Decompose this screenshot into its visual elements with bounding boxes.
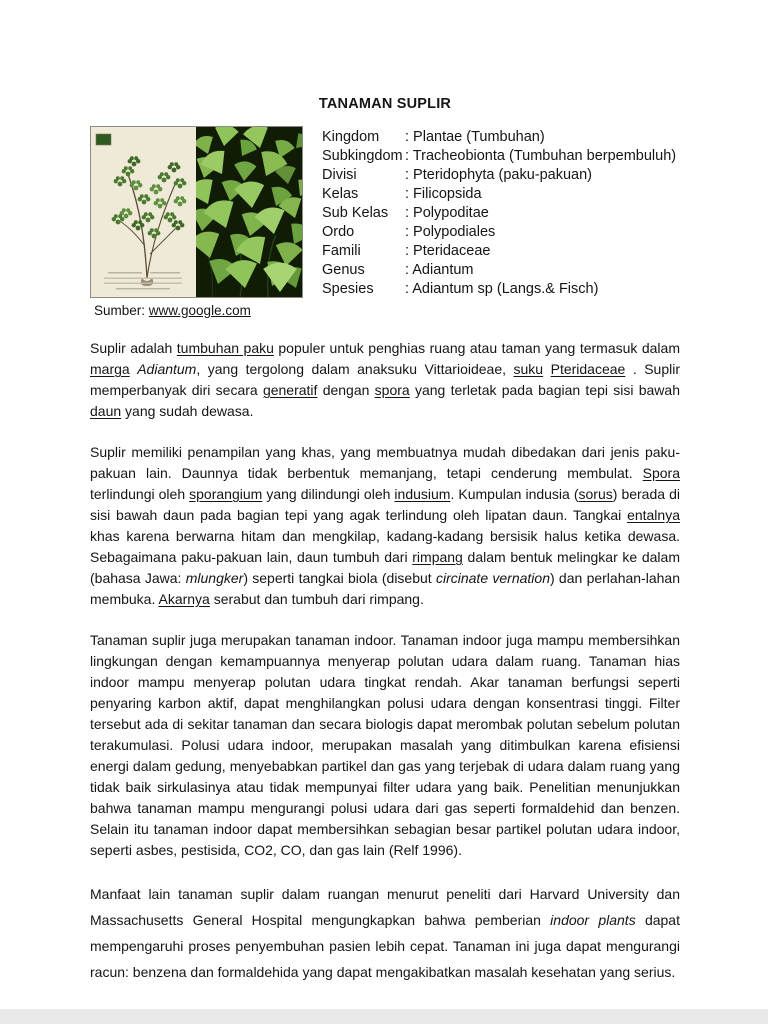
suplir-image: [90, 126, 303, 298]
taxonomy-label: Kelas: [322, 186, 359, 202]
taxonomy-value: : Filicopsida: [405, 186, 482, 202]
taxonomy-row: [322, 242, 680, 261]
taxonomy-value: : Plantae (Tumbuhan): [405, 129, 545, 145]
taxonomy-row: [322, 204, 680, 223]
botanical-illustration-panel: [91, 127, 196, 297]
taxonomy-row: [322, 280, 680, 299]
taxonomy-row: [322, 147, 680, 166]
taxonomy-value: : Pteridophyta (paku-pakuan): [405, 167, 592, 183]
taxonomy-label: Subkingdom: [322, 148, 403, 164]
taxonomy-value: : Polypodiales: [405, 224, 496, 240]
paragraph-research: Manfaat lain tanaman suplir dalam ruangan menurut peneliti dari Harvard University dan Massachusetts General Hospital mengungkapkan bahwa pemberian indoor plants dapat mempengaruhi proses penyembuhan pasien lebih cepat. Tanaman ini juga dapat mengurangi racun: benzena dan formaldehida yang dapat mengakibatkan masalah kesehatan yang serius.: [90, 886, 680, 980]
taxonomy-value: : Tracheobionta (Tumbuhan berpembuluh): [405, 148, 677, 164]
taxonomy-label: Divisi: [322, 167, 357, 183]
paragraph-morphology: Suplir memiliki penampilan yang khas, yang membuatnya mudah dibedakan dari jenis paku-pakuan lain. Daunnya tidak berbentuk memanjang, tetapi cenderung membulat. Spora terlindungi oleh sporangium yang dilindungi oleh indusium. Kumpulan indusia (sorus) berada di sisi bawah daun pada bagian tepi yang agak terlindung oleh lipatan daun. Tangkai entalnya khas karena berwarna hitam dan mengkilap, kadang-kadang bersisik halus ketika dewasa. Sebagaimana paku-pakuan lain, daun tumbuh dari rimpang dalam bentuk melingkar ke dalam (bahasa Jawa: mlungker) seperti tangkai biola (disebut circinate vernation) dan perlahan-lahan membuka. Akarnya serabut dan tumbuh dari rimpang.: [90, 444, 680, 607]
taxonomy-label: Genus: [322, 262, 365, 278]
figure-row: [90, 126, 680, 318]
taxonomy-value: : Adiantum: [405, 262, 474, 278]
taxonomy-value: : Polypoditae: [405, 205, 489, 221]
figure: [90, 126, 303, 318]
taxonomy-table: [322, 126, 680, 318]
paragraph-indoor-benefits: Tanaman suplir juga merupakan tanaman indoor. Tanaman indoor juga mampu membersihkan lingkungan dengan kemampuannya menyerap polutan udara dalam ruang. Tanaman hias indoor mampu menyerap polutan udara tingkat rendah. Akar tanaman berfungsi seperti penyaring karbon aktif, dapat menghilangkan polusi udara dengan konsentrasi tinggi. Filter tersebut ada di sekitar tanaman dan secara biologis dapat merombak polutan sebelum polutan terakumulasi. Polusi udara indoor, merupakan masalah yang ditimbulkan karena efisiensi energi dalam gedung, menyebabkan partikel dan gas yang terjebak di udara dalam ruang yang tidak baik sirkulasinya atau tidak mempunyai filter udara yang baik. Penelitian menunjukkan bahwa tanaman mampu mengurangi polusi udara dari gas seperti formaldehid dan benzen. Selain itu tanaman indoor dapat membersihkan sebagian besar partikel polutan udara indoor, seperti asbes, pestisida, CO2, CO, dan gas lain (Relf 1996).: [90, 632, 680, 858]
paragraph-intro: Suplir adalah tumbuhan paku populer untuk penghias ruang atau taman yang termasuk dalam marga Adiantum, yang tergolong dalam anaksuku Vittarioideae, suku Pteridaceae . Suplir memperbanyak diri secara generatif dengan spora yang terletak pada bagian tepi sisi bawah daun yang sudah dewasa.: [90, 340, 681, 419]
taxonomy-value: : Adiantum sp (Langs.& Fisch): [405, 281, 599, 297]
taxonomy-row: [322, 261, 680, 280]
taxonomy-row: [322, 166, 680, 185]
taxonomy-label: Famili: [322, 243, 361, 259]
page-title: TANAMAN SUPLIR: [318, 96, 452, 112]
figure-caption: Sumber: www.google.com: [94, 303, 251, 318]
taxonomy-label: Kingdom: [322, 129, 380, 145]
taxonomy-row: [322, 223, 680, 242]
taxonomy-label: Sub Kelas: [322, 205, 389, 221]
body-text: [90, 338, 680, 985]
taxonomy-label: Spesies: [322, 281, 374, 297]
taxonomy-row: [322, 128, 680, 147]
taxonomy-row: [322, 185, 680, 204]
taxonomy-label: Ordo: [322, 224, 355, 240]
taxonomy-value: : Pteridaceae: [405, 243, 491, 259]
